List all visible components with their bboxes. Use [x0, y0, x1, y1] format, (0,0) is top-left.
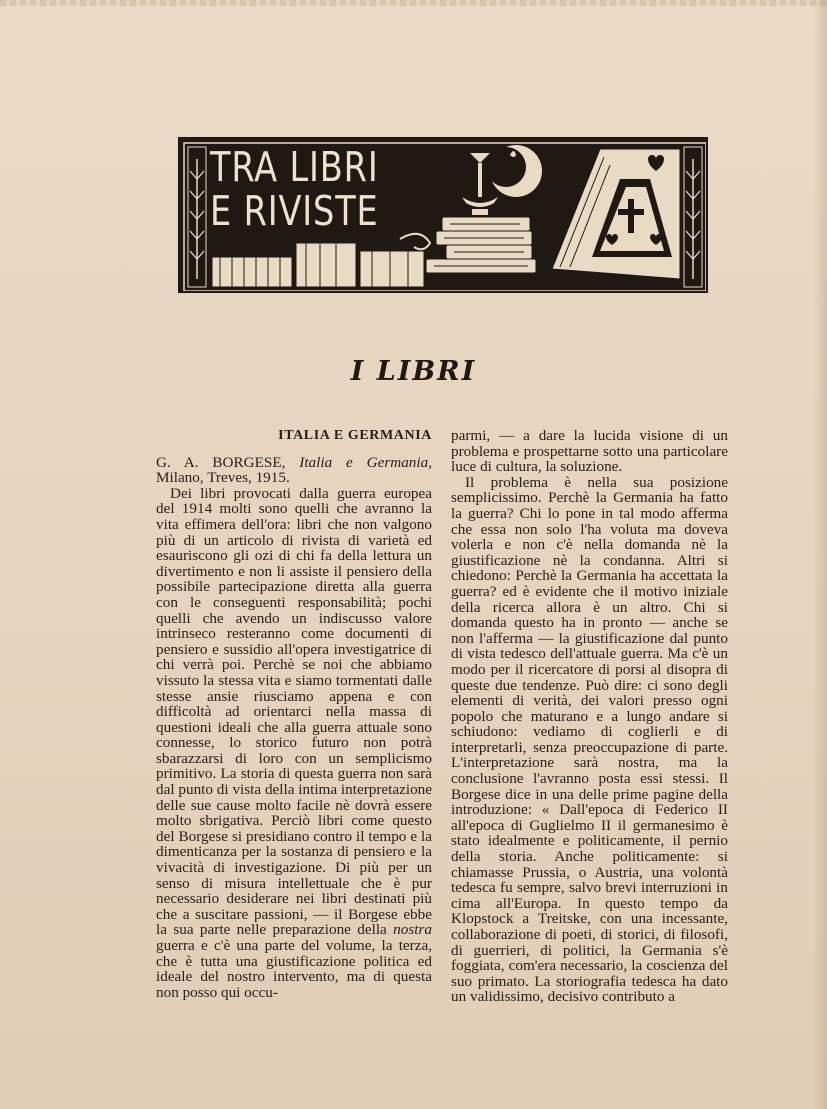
- banner-title-line2: E RIVISTE: [210, 187, 379, 235]
- citation-author: G. A. BORGESE,: [156, 453, 300, 471]
- left-text: Dei libri provocati dalla guerra europea del 1914 molti sono quelli che avranno la vita effimera dell'ora: libri che non valgono più di un articolo di rivista di varietà ed esauriscono gli ozi di chi fa della lettura un divertimento e non li assiste il pensiero della possibile partecipazione diretta alla guerra con le conseguenti responsabilità; pochi quelli che avendo un indiscusso valore intrinseco resteranno come documenti di pensiero e sussidio all'opera investigatrice di chi verrà poi. Perchè se noi che abbiamo vissuto la stessa vita e siamo tormentati dalle stesse ansie riusciamo appena e con difficoltà ad orientarci nella massa di questioni ideali che alla guerra attuale sono connesse, lo storico futuro non potrà sbarazzarsi di loro con un semplicismo primitivo. La storia di questa guerra non sarà dal punto di vista della intima interpretazione delle sue cause molto facile nè dovrà essere molto sbrigativa. Perciò libri come questo del Borgese si presidiano contro il tempo e la dimenticanza per la sostanza di pensiero e la vivacità di investigazione. Di più per un senso di misura intellettuale che è pur necessario desiderare nei libri destinati più che a suscitare passioni, — il Borgese ebbe la sua parte nelle preparazione della: [156, 484, 432, 939]
- body-paragraph-left: [156, 486, 432, 1001]
- banner-title: [210, 145, 379, 233]
- left-italic-word: nostra: [393, 921, 432, 939]
- page-top-edge: [0, 0, 827, 6]
- article-heading: ITALIA E GERMANIA: [278, 428, 432, 443]
- banner-title-line1: TRA LIBRI: [210, 143, 379, 191]
- header-banner: [178, 137, 708, 293]
- book-citation: [156, 455, 432, 486]
- right-column: [451, 428, 728, 1005]
- section-title: I LIBRI: [350, 356, 477, 387]
- page-right-shadow: [813, 0, 827, 1109]
- left-text-tail: guerra e c'è una parte del volume, la terza, che è tutta una giustificazione politica ed ideale del nostro intervento, ma di questa non posso qui occu-: [156, 937, 432, 1001]
- left-column: [156, 428, 432, 1000]
- citation-publisher: , Milano, Treves, 1915.: [156, 453, 433, 487]
- citation-book-title: Italia e Germania: [299, 453, 429, 471]
- body-paragraph-right-1: parmi, — a dare la lucida visione di un problema e prospettarne sotto una particolare luce di cultura, la soluzione.: [451, 427, 728, 476]
- body-paragraph-right-2: Il problema è nella sua posizione semplicissimo. Perchè la Germania ha fatto la guerra? Chi lo pone in tal modo afferma che essa non solo l'ha voluta ma doveva volerla e non c'è nella domanda nè la giustificazione nè la condanna. Altri si chiedono: Perchè la Germania ha accettata la guerra? ed è evidente che il motivo iniziale della ricerca allora è un altro. Chi si domanda questo ha in pronto — anche se non l'afferma — la giustificazione dal punto di vista tedesco dell'attuale guerra. Ma c'è un modo per il ricercatore di porsi al disopra di queste due tendenze. Può dire: ci sono degli elementi di verità, dei valori presso ogni popolo che maturano e a lungo andare si schiudono: vediamo di coglierli e di interpretarli, senza preoccupazione di parte. L'interpretazione sarà nostra, ma la conclusione l'avranno posta essi stessi. Il Borgese dice in una delle prime pagine della introduzione: « Dall'epoca di Federico II all'epoca di Guglielmo II il germanesimo è stato idealmente e politicamente, il pernio della storia. Anche politicamente: si chiamasse Prussia, o Austria, una volontà tedesca fu sempre, salvo brevi interruzioni in cima all'Europa. In questo tempo da Klopstock a Treitske, con una incessante, collaborazione di poeti, di storici, di filosofi, di guerrieri, di politici, la Germania s'è foggiata, com'era necessario, la coscienza del suo primato. La storiografia tedesca ha dato un validissimo, decisivo contributo a: [451, 473, 728, 1006]
